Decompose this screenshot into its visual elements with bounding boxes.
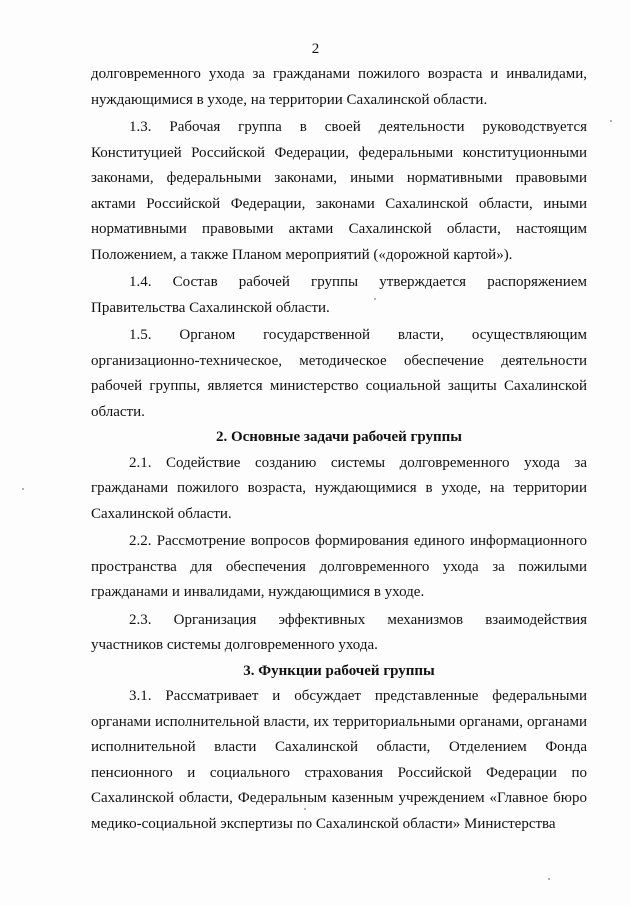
paragraph-2-3: 2.3. Организация эффективных механизмов взаимодействия участников системы долговременного ухода. bbox=[91, 611, 587, 653]
page-number: 2 bbox=[311, 41, 320, 57]
section-heading-2: 2. Основные задачи рабочей группы bbox=[215, 429, 463, 445]
paragraph-1-3: 1.3. Рабочая группа в своей деятельности руководствуется Конституцией Российской Федерации, федеральными конституционными законами, федеральными законами, иными нормативными правовыми актами Российской Федерации, законами Сахалинской области, иными нормативными правовыми актами Сахалинской области, настоящим Положением, а также Планом мероприятий («дорожной картой»). bbox=[91, 119, 587, 263]
section-heading-3: 3. Функции рабочей группы bbox=[243, 662, 435, 679]
paragraph-2-1: 2.1. Содействие созданию системы долговременного ухода за гражданами пожилого возраста, нуждающимися в уходе, на территории Сахалинской области. bbox=[91, 454, 587, 522]
paragraph-1-5: 1.5. Органом государственной власти, осуществляющим организационно-техническое, методическое обеспечение деятельности рабочей группы, является министерство социальной защиты Сахалинской области. bbox=[91, 327, 587, 420]
paragraph-3-1: 3.1. Рассматривает и обсуждает представленные федеральными органами исполнительной власти, их территориальными органами, органами исполнительной власти Сахалинской области, Отделением Фонда пенсионного и социального страхования Российской Федерации по Сахалинской области, Федеральным казенным учреждением «Главное бюро медико-социальной экспертизы по Сахалинской области» Министерства bbox=[91, 688, 587, 832]
scan-speck bbox=[304, 808, 306, 810]
paragraph-2-2: 2.2. Рассмотрение вопросов формирования единого информационного пространства для обеспечения долговременного ухода за пожилыми гражданами и инвалидами, нуждающимися в уходе. bbox=[91, 533, 587, 600]
paragraph-continuation: долговременного ухода за гражданами пожилого возраста и инвалидами, нуждающимися в уходе, на территории Сахалинской области. bbox=[91, 66, 587, 108]
scan-speck bbox=[548, 878, 550, 880]
paragraph-1-4: 1.4. Состав рабочей группы утверждается распоряжением Правительства Сахалинской области. bbox=[91, 274, 587, 316]
scan-speck bbox=[374, 298, 376, 300]
document-body bbox=[91, 62, 587, 837]
scan-speck bbox=[22, 488, 24, 490]
scan-speck bbox=[610, 120, 612, 122]
